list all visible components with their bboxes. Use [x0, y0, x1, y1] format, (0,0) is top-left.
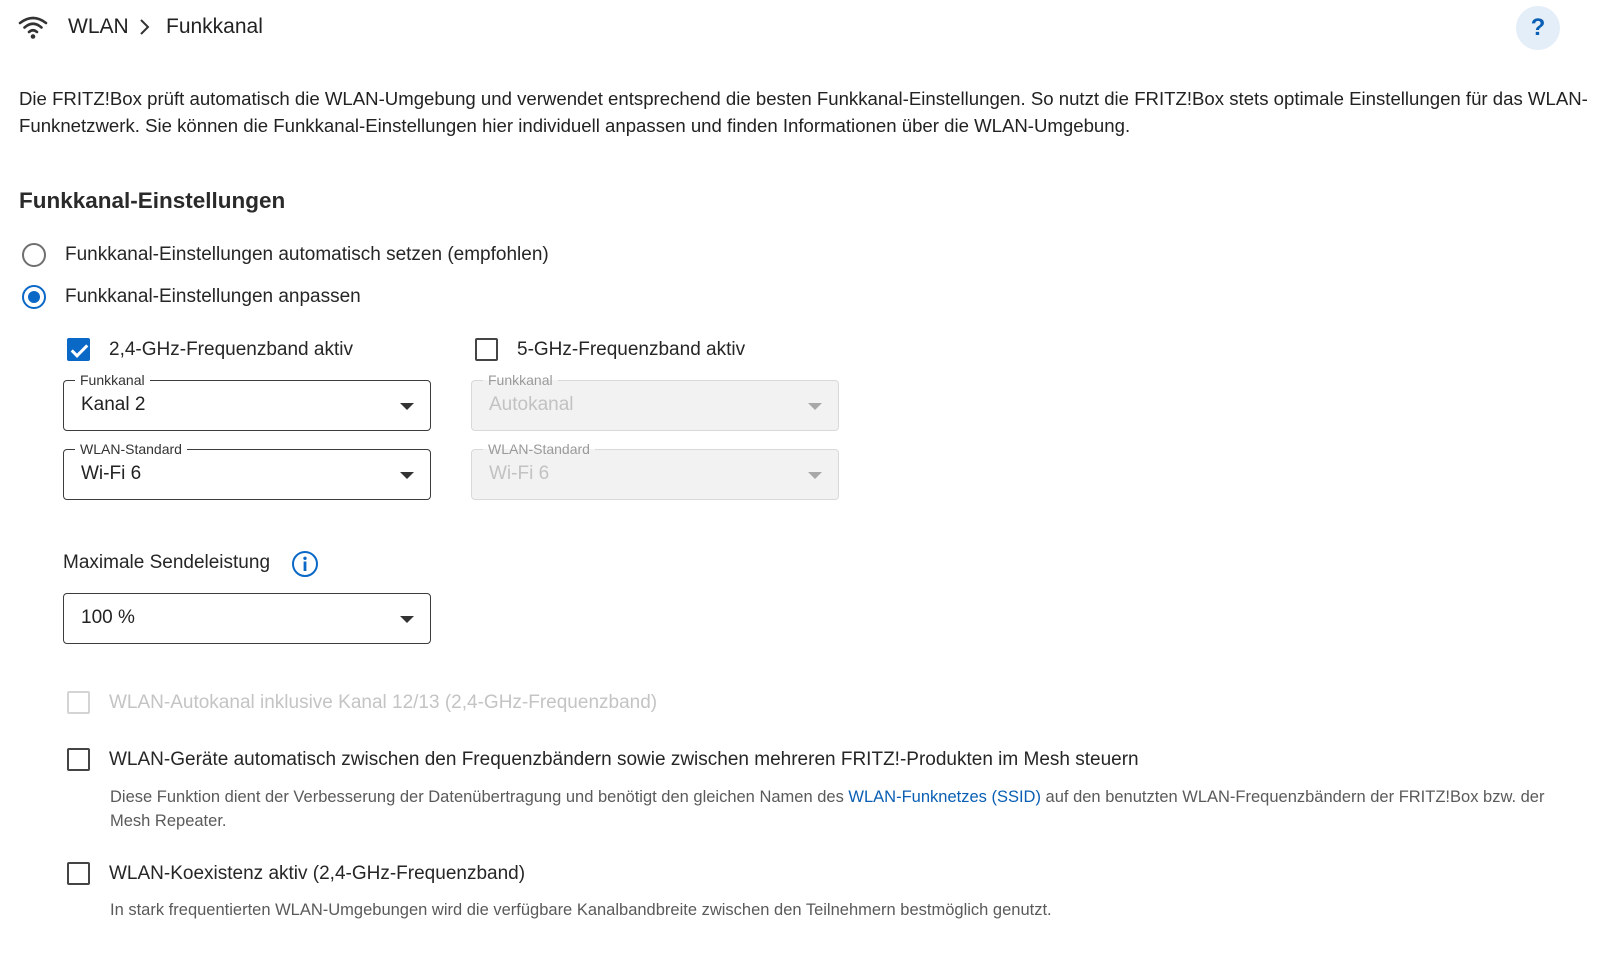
- section-title: Funkkanal-Einstellungen: [19, 188, 286, 213]
- band24-channel-select[interactable]: [63, 372, 431, 431]
- mesh-steering-checkbox[interactable]: [67, 748, 90, 771]
- breadcrumb-wlan[interactable]: WLAN: [68, 15, 129, 38]
- coexistence-checkbox[interactable]: [67, 862, 90, 885]
- chevron-down-icon: [808, 403, 822, 410]
- intro-text: Die FRITZ!Box prüft automatisch die WLAN-Umgebung und verwendet entsprechend die besten Funkkanal-Einstellungen. So nutzt die FRITZ!Box stets optimale Einstellungen für das WLAN-Funknetzwerk. Sie können die Funkkanal-Einstellungen hier individuell anpassen und finden Informationen über die WLAN-Umgebung.: [19, 88, 1588, 136]
- coexistence-desc: In stark frequentierten WLAN-Umgebungen wird die verfügbare Kanalbandbreite zwischen den Teilnehmern bestmöglich genutzt.: [110, 901, 1052, 919]
- band5-label: 5-GHz-Frequenzband aktiv: [517, 338, 746, 360]
- help-button[interactable]: ?: [1516, 6, 1560, 50]
- mesh-steering-desc: [110, 785, 1560, 833]
- band5-row[interactable]: [475, 338, 745, 361]
- band24-channel-value: Kanal 2: [81, 394, 146, 415]
- mesh-steering-row[interactable]: [67, 748, 1139, 771]
- band24-standard-label: WLAN-Standard: [75, 440, 187, 458]
- chevron-down-icon: [400, 472, 414, 479]
- mesh-desc-after: auf den benutzten WLAN-Frequenzbändern der FRITZ!Box bzw. der Mesh Repeater.: [110, 788, 1545, 830]
- band24-label: 2,4-GHz-Frequenzband aktiv: [109, 338, 353, 360]
- chevron-down-icon: [400, 403, 414, 410]
- band5-standard-value: Wi-Fi 6: [489, 463, 550, 484]
- band5-checkbox[interactable]: [475, 338, 498, 361]
- coexistence-row[interactable]: [67, 862, 525, 885]
- autochannel-checkbox: [67, 691, 90, 714]
- power-value: 100 %: [81, 607, 135, 628]
- radio-custom-label: Funkkanal-Einstellungen anpassen: [65, 286, 361, 307]
- chevron-right-icon: [138, 17, 152, 37]
- radio-auto-row[interactable]: [22, 243, 549, 267]
- radio-custom-row[interactable]: [22, 285, 361, 309]
- mesh-desc-before: Diese Funktion dient der Verbesserung der Datenübertragung und benötigt den gleichen Namen des: [110, 788, 849, 806]
- band24-row[interactable]: [67, 338, 353, 361]
- band5-channel-label: Funkkanal: [483, 371, 558, 389]
- radio-custom[interactable]: [22, 285, 46, 309]
- coexistence-label: WLAN-Koexistenz aktiv (2,4-GHz-Frequenzband): [109, 862, 526, 884]
- ssid-link[interactable]: WLAN-Funknetzes (SSID): [848, 788, 1041, 806]
- autochannel-row: [67, 691, 657, 714]
- autochannel-label: WLAN-Autokanal inklusive Kanal 12/13 (2,4-GHz-Frequenzband): [109, 691, 658, 713]
- breadcrumb-funkkanal: Funkkanal: [166, 15, 263, 38]
- band24-standard-select[interactable]: [63, 441, 431, 500]
- band5-standard-label: WLAN-Standard: [483, 440, 595, 458]
- band5-channel-value: Autokanal: [489, 394, 574, 415]
- radio-auto[interactable]: [22, 243, 46, 267]
- chevron-down-icon: [808, 472, 822, 479]
- wifi-icon: [18, 14, 48, 40]
- band5-channel-select: [471, 372, 839, 431]
- header: [0, 0, 1603, 56]
- info-icon[interactable]: [291, 550, 319, 578]
- power-select[interactable]: [63, 593, 431, 644]
- band5-standard-select: [471, 441, 839, 500]
- band24-checkbox[interactable]: [67, 338, 90, 361]
- band24-standard-value: Wi-Fi 6: [81, 463, 142, 484]
- band24-channel-label: Funkkanal: [75, 371, 150, 389]
- radio-auto-label: Funkkanal-Einstellungen automatisch setzen (empfohlen): [65, 244, 549, 265]
- mesh-steering-label: WLAN-Geräte automatisch zwischen den Frequenzbändern sowie zwischen mehreren FRITZ!-Produkten im Mesh steuern: [109, 748, 1139, 770]
- chevron-down-icon: [400, 616, 414, 623]
- power-label: Maximale Sendeleistung: [63, 552, 271, 573]
